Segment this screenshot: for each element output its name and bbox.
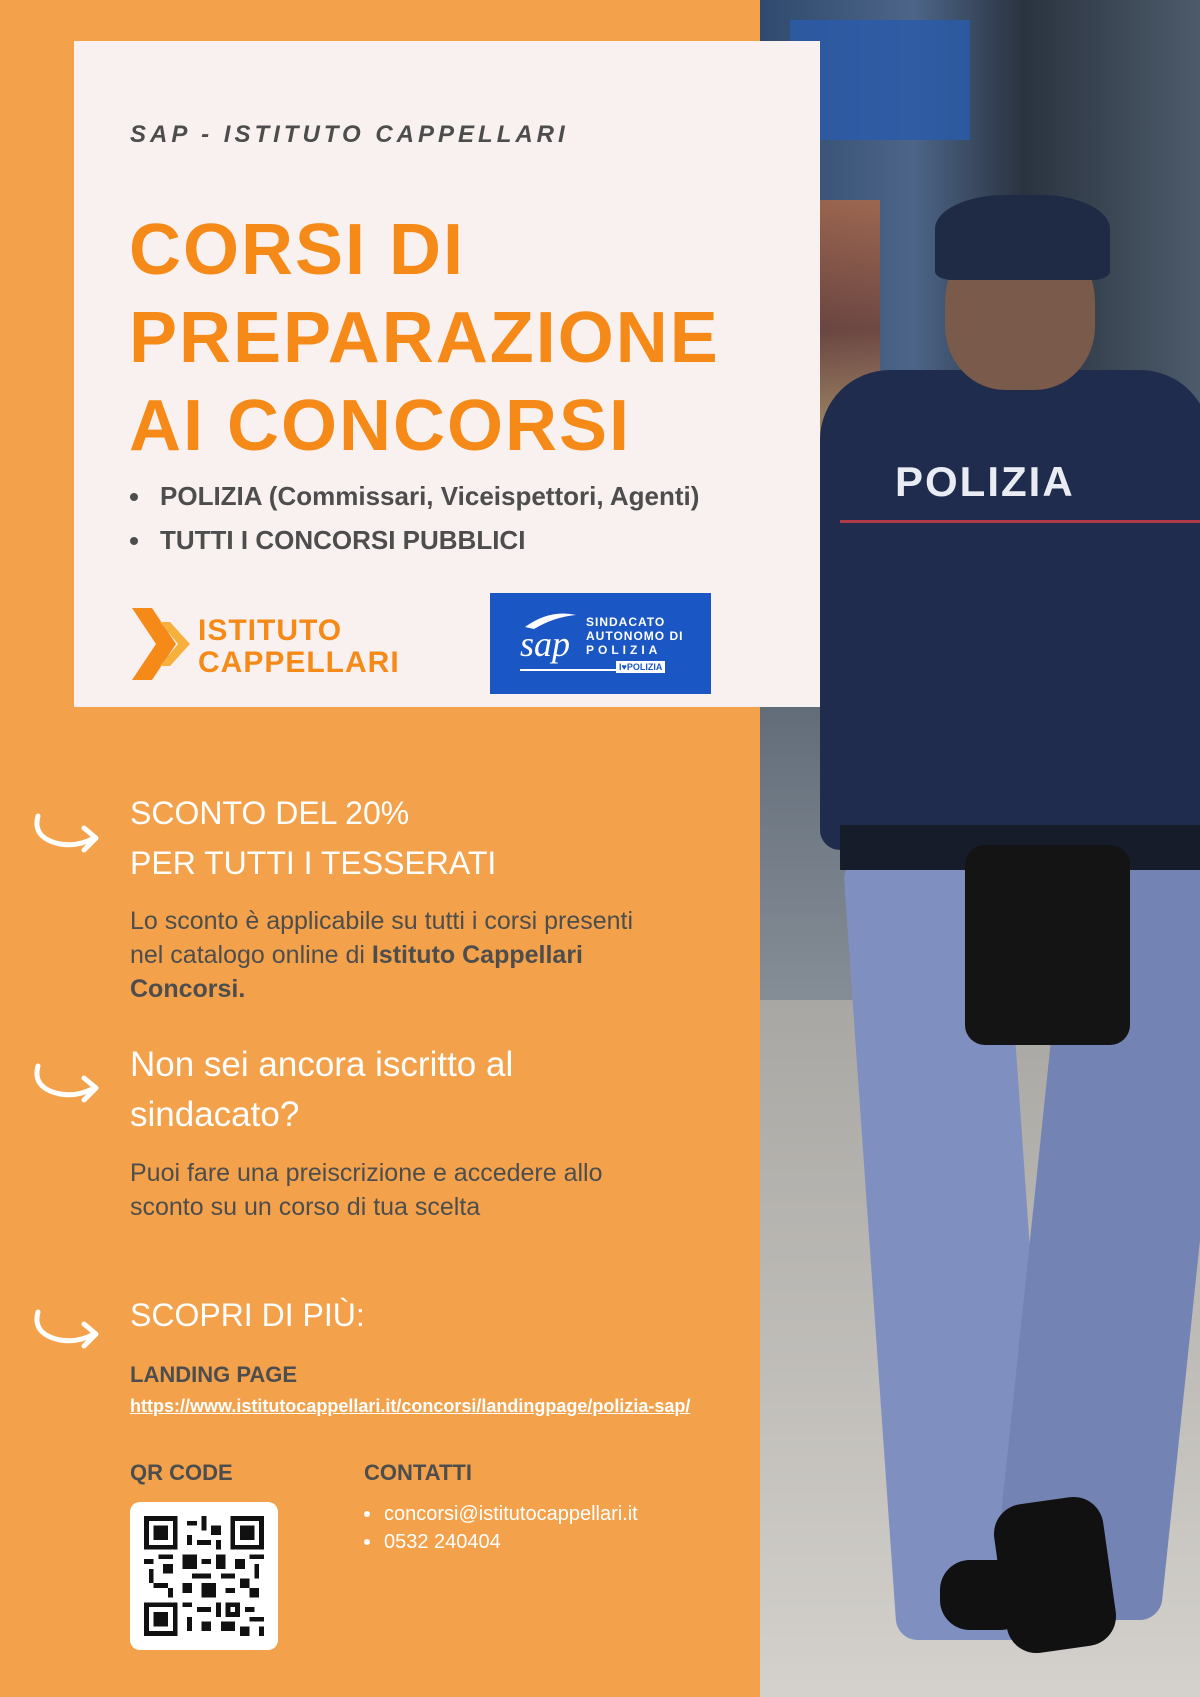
discount-body-text: Lo sconto è applicabile su tutti i corsi presenti nel catalogo online di	[130, 907, 634, 969]
vest-polizia-text: POLIZIA	[895, 458, 1075, 505]
istituto-logo-line2: CAPPELLARI	[198, 646, 400, 679]
landing-page-link[interactable]: https://www.istitutocappellari.it/concorsi/landingpage/polizia-sap/	[130, 1396, 691, 1416]
more-title: SCOPRI DI PIÙ:	[130, 1297, 365, 1333]
headline	[129, 206, 720, 470]
sap-logo-line1: SINDACATO	[586, 615, 666, 629]
join-title-line1: Non sei ancora iscritto al	[130, 1045, 514, 1084]
curved-arrow-icon	[30, 808, 104, 858]
sap-logo	[490, 593, 711, 694]
contacts-list	[364, 1500, 638, 1556]
course-item-polizia: POLIZIA (Commissari, Viceispettori, Agenti)	[130, 481, 699, 512]
contacts-label: CONTATTI	[364, 1460, 472, 1485]
discount-body	[130, 904, 670, 1006]
discount-title-line2: PER TUTTI I TESSERATI	[130, 845, 497, 881]
sap-mark: sap	[520, 624, 571, 664]
curved-arrow-icon	[30, 1058, 104, 1108]
landing-page-label: LANDING PAGE	[130, 1362, 298, 1387]
header-card	[74, 41, 820, 707]
join-body: Puoi fare una preiscrizione e accedere allo sconto su un corso di tua scelta	[130, 1159, 603, 1221]
discount-title	[130, 788, 496, 888]
qr-code-icon	[144, 1516, 264, 1636]
officer-torso	[820, 370, 1200, 850]
headline-line-3: AI CONCORSI	[129, 386, 632, 466]
contact-phone[interactable]: 0532 240404	[364, 1528, 638, 1556]
officer-boot-right	[990, 1493, 1120, 1657]
headline-line-2: PREPARAZIONE	[129, 298, 720, 378]
course-item-concorsi: TUTTI I CONCORSI PUBBLICI	[130, 525, 699, 556]
kicker: SAP - ISTITUTO CAPPELLARI	[130, 121, 569, 148]
sap-badge: I♥POLIZIA	[616, 661, 665, 673]
police-officer-photo	[760, 0, 1200, 1697]
officer-pouch	[965, 845, 1130, 1045]
istituto-cappellari-logo	[130, 606, 440, 686]
cappellari-chevron-icon	[130, 606, 192, 682]
contact-email[interactable]: concorsi@istitutocappellari.it	[364, 1500, 638, 1528]
discount-body-bold: Istituto Cappellari Concorsi.	[130, 941, 583, 1003]
qr-code[interactable]	[130, 1502, 278, 1650]
sap-logo-line3: POLIZIA	[586, 643, 662, 657]
headline-line-1: CORSI DI	[129, 210, 466, 290]
officer-stripe	[840, 520, 1200, 523]
sap-logo-line2: AUTONOMO DI	[586, 629, 684, 643]
course-list	[130, 481, 699, 569]
join-title	[130, 1040, 513, 1140]
istituto-logo-line1: ISTITUTO	[198, 614, 343, 647]
discount-title-line1: SCONTO DEL 20%	[130, 795, 410, 831]
curved-arrow-icon	[30, 1304, 104, 1354]
qr-code-label: QR CODE	[130, 1460, 233, 1485]
join-title-line2: sindacato?	[130, 1095, 300, 1134]
officer-cap	[935, 195, 1110, 280]
